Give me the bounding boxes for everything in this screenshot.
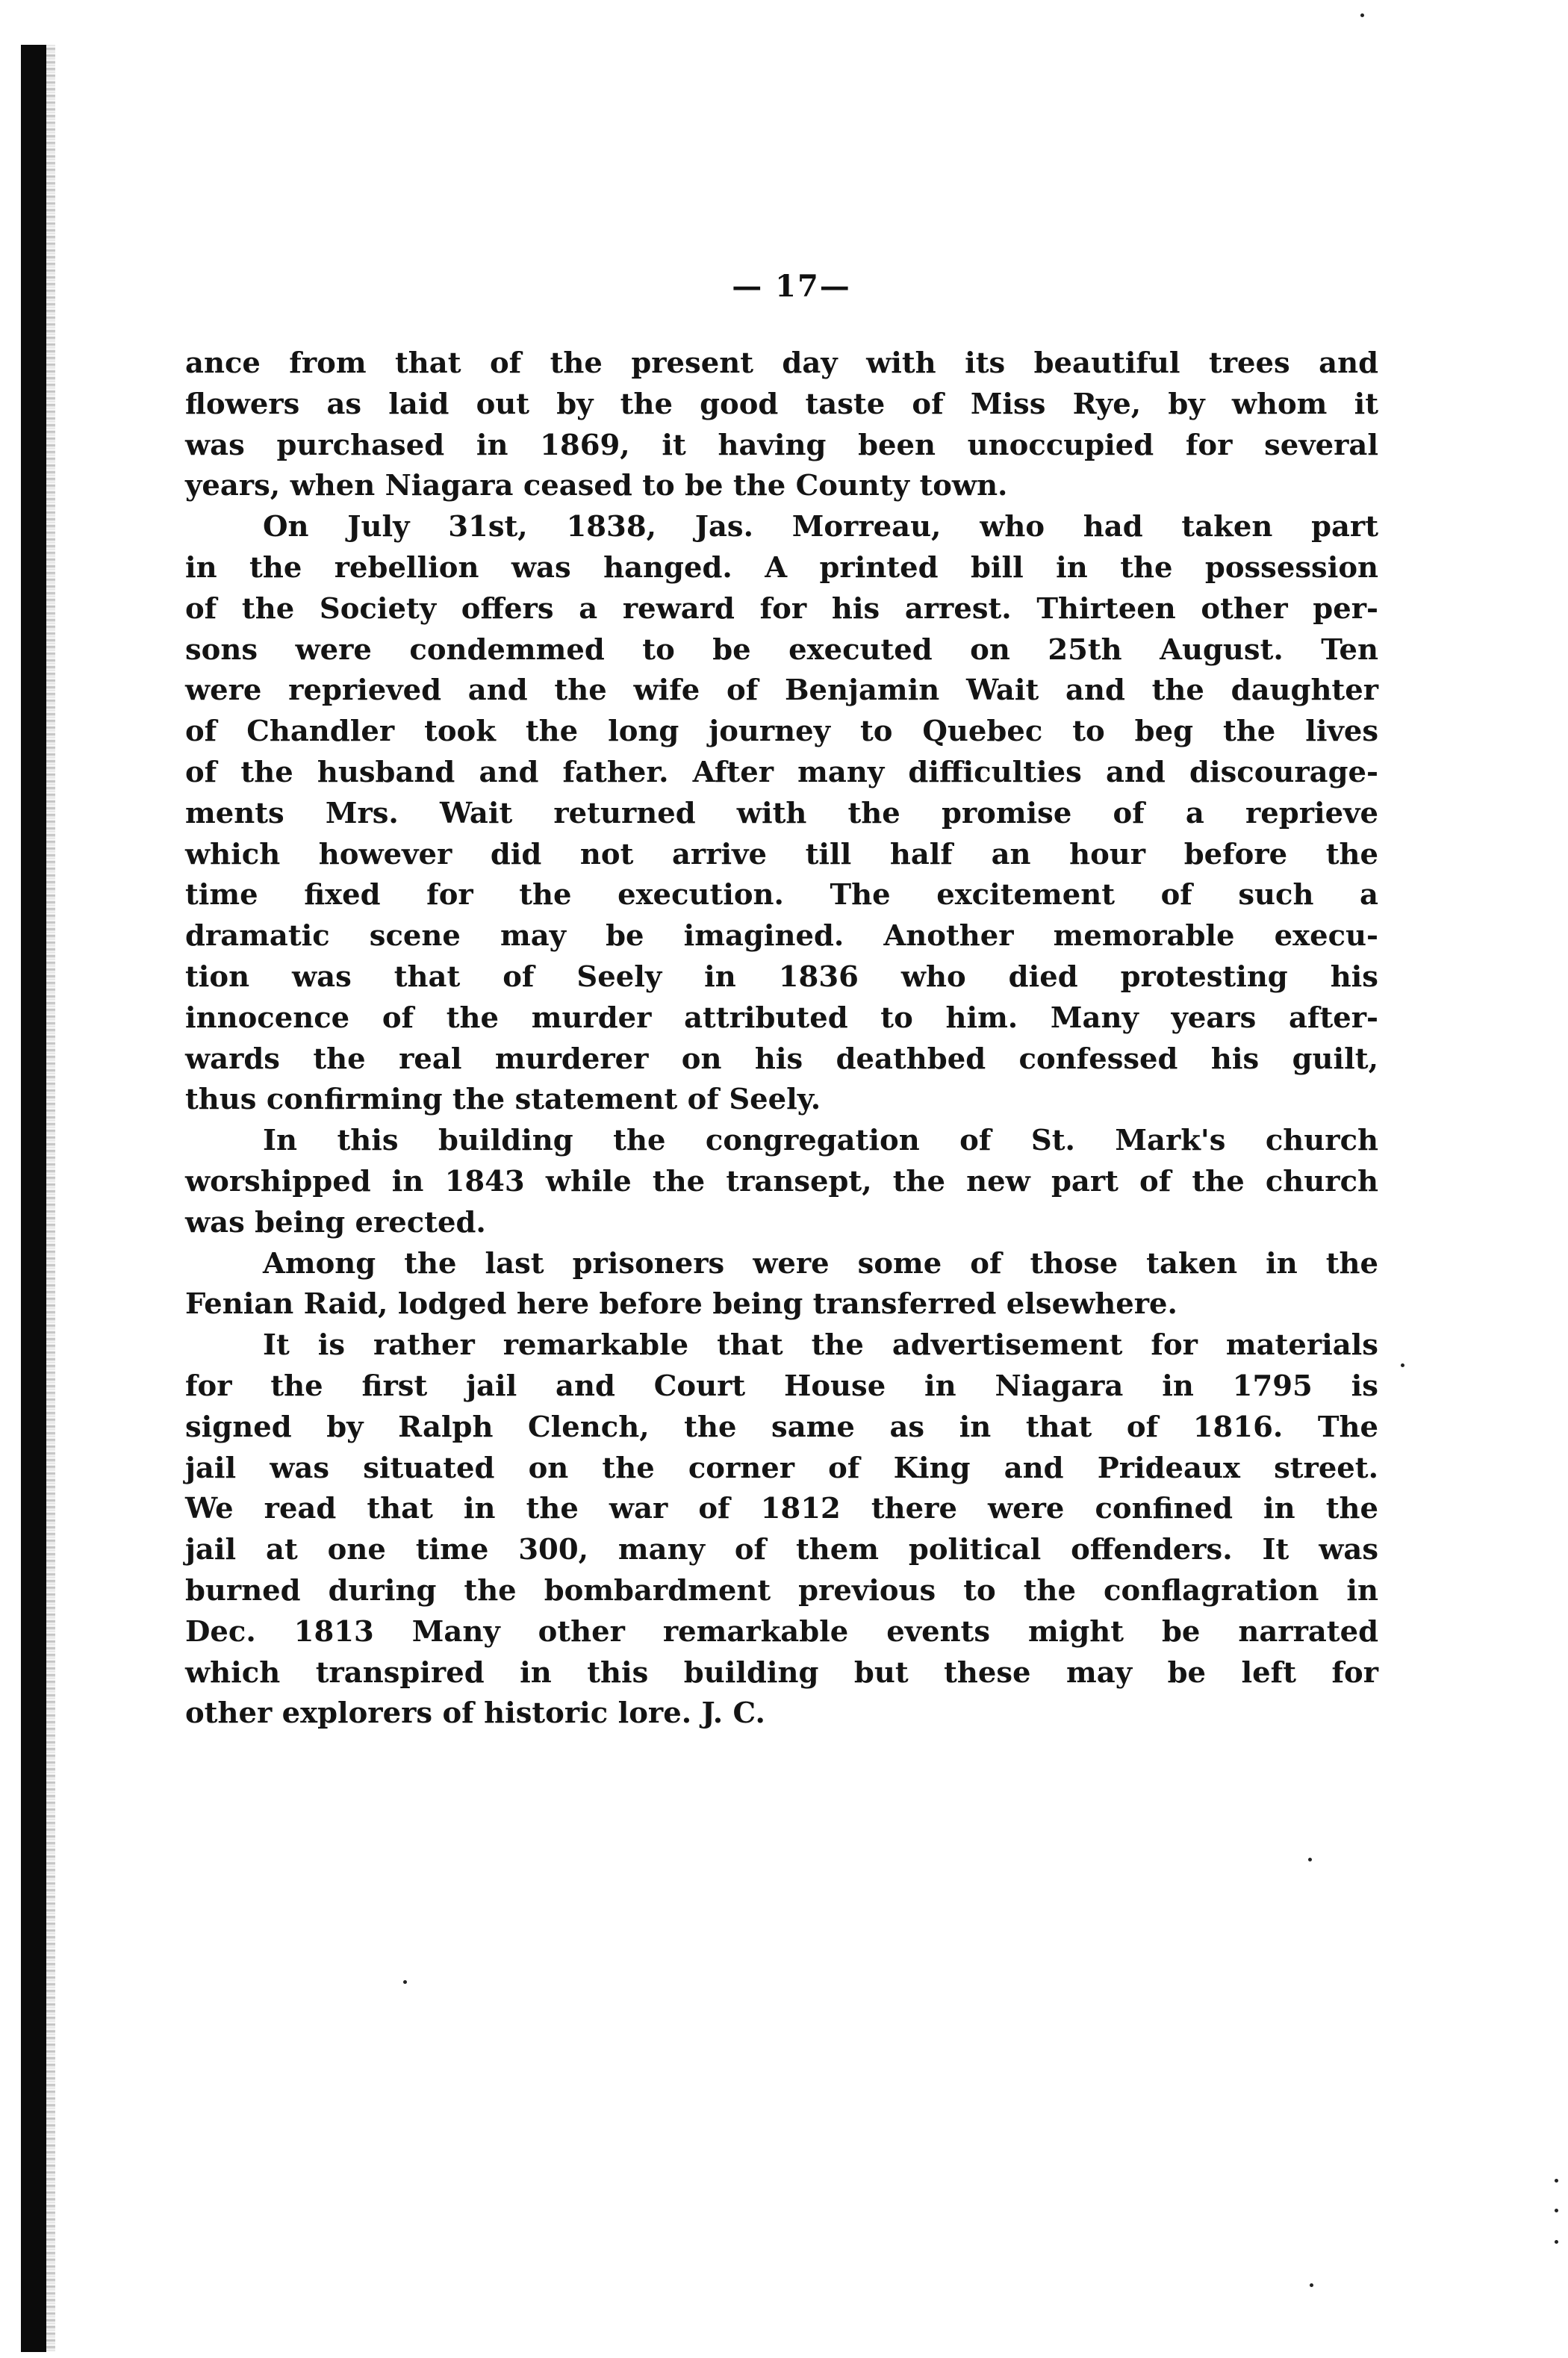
text-line: which however did not arrive till half an hour before the <box>185 837 1378 871</box>
scan-speck <box>403 1980 407 1984</box>
text-line: for the first jail and Court House in Niagara in 1795 is <box>185 1369 1378 1403</box>
text-line: flowers as laid out by the good taste of Miss Rye, by whom it <box>185 387 1378 421</box>
text-line: We read that in the war of 1812 there were confined in the <box>185 1492 1378 1526</box>
text-line: ments Mrs. Wait returned with the promise of a reprieve <box>185 796 1378 830</box>
page-number: — 17— <box>732 269 851 304</box>
paragraph <box>185 507 1378 1121</box>
text-line: of the Society offers a reward for his arrest. Thirteen other per- <box>185 591 1378 626</box>
text-line: of the husband and father. After many difficulties and discourage- <box>185 755 1378 789</box>
text-line: years, when Niagara ceased to be the County town. <box>185 469 1008 503</box>
scan-speck <box>1401 1363 1404 1367</box>
text-line: wards the real murderer on his deathbed confessed his guilt, <box>185 1042 1378 1076</box>
text-line: was being erected. <box>185 1205 486 1239</box>
scan-speck <box>1555 2179 1558 2183</box>
text-line: other explorers of historic lore. J. C. <box>185 1696 765 1731</box>
text-line: Fenian Raid, lodged here before being transferred elsewhere. <box>185 1287 1177 1322</box>
text-line: signed by Ralph Clench, the same as in that of 1816. The <box>185 1410 1378 1444</box>
scan-speck <box>1555 2240 1558 2244</box>
text-line: sons were condemmed to be executed on 25th August. Ten <box>185 632 1378 667</box>
text-line: in the rebellion was hanged. A printed bill in the possession <box>185 550 1378 585</box>
binding-shadow <box>46 45 55 2352</box>
text-line: was purchased in 1869, it having been unoccupied for several <box>185 428 1378 462</box>
scan-speck <box>1555 2209 1558 2212</box>
text-line: which transpired in this building but these may be left for <box>185 1655 1378 1690</box>
body-text <box>185 343 1378 1735</box>
scan-speck <box>1360 13 1364 17</box>
paragraph <box>185 343 1378 507</box>
text-line: On July 31st, 1838, Jas. Morreau, who had taken part <box>263 510 1378 544</box>
text-line: jail was situated on the corner of King and Prideaux street. <box>185 1451 1378 1485</box>
text-line: jail at one time 300, many of them political offenders. It was <box>185 1533 1378 1567</box>
text-line: It is rather remarkable that the advertisement for materials <box>263 1328 1378 1363</box>
text-line: thus confirming the statement of Seely. <box>185 1083 821 1117</box>
text-line: burned during the bombardment previous to the conflagration in <box>185 1573 1378 1608</box>
text-line: dramatic scene may be imagined. Another memorable execu- <box>185 919 1378 954</box>
scan-speck <box>1308 1858 1312 1861</box>
text-line: of Chandler took the long journey to Quebec to beg the lives <box>185 715 1378 749</box>
text-line: ance from that of the present day with its beautiful trees and <box>185 346 1378 380</box>
text-line: tion was that of Seely in 1836 who died protesting his <box>185 959 1378 994</box>
text-line: time fixed for the execution. The excitement of such a <box>185 878 1378 912</box>
text-line: In this building the congregation of St. Mark's church <box>263 1124 1378 1158</box>
text-line: Among the last prisoners were some of those taken in the <box>263 1246 1378 1281</box>
text-line: worshipped in 1843 while the transept, the new part of the church <box>185 1164 1378 1198</box>
paragraph <box>185 1244 1378 1326</box>
paragraph <box>185 1325 1378 1735</box>
binding-edge <box>21 45 46 2352</box>
paragraph <box>185 1121 1378 1243</box>
text-line: were reprieved and the wife of Benjamin Wait and the daughter <box>185 674 1378 708</box>
scan-speck <box>1310 2283 1313 2287</box>
text-line: Dec. 1813 Many other remarkable events might be narrated <box>185 1614 1378 1649</box>
text-line: innocence of the murder attributed to him. Many years after- <box>185 1001 1378 1035</box>
